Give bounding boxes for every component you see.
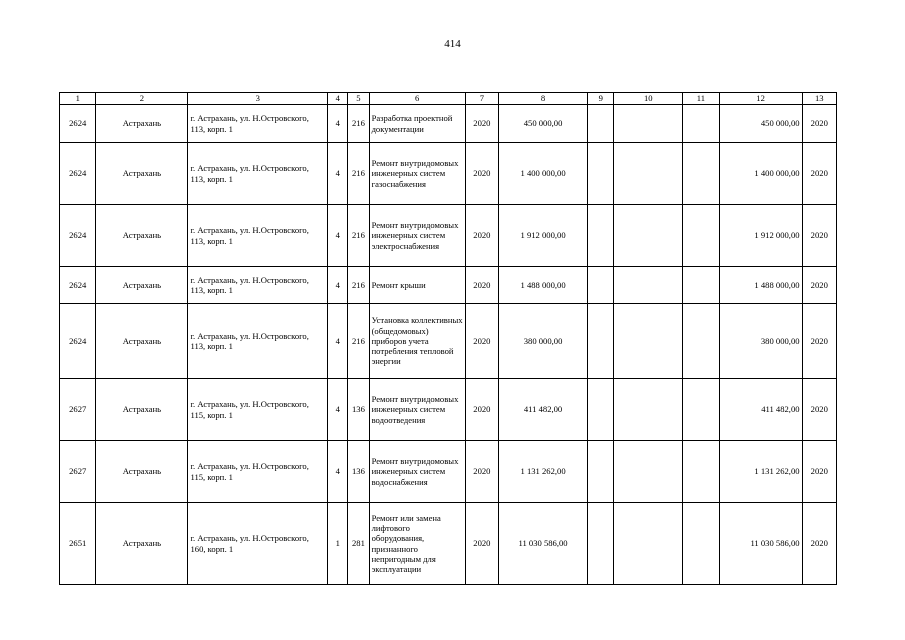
- header-cell: 7: [465, 93, 498, 105]
- col-10-cell: [614, 503, 683, 585]
- table-header-row: [60, 93, 837, 105]
- address-cell: г. Астрахань, ул. Н.Островского, 115, корп. 1: [188, 379, 328, 441]
- work-type-cell: Разработка проектной документации: [369, 105, 465, 143]
- cost-cell: 11 030 586,00: [499, 503, 588, 585]
- cost-cell: 1 131 262,00: [499, 441, 588, 503]
- floors-cell: 4: [328, 379, 348, 441]
- cost-cell: 1 912 000,00: [499, 205, 588, 267]
- address-cell: г. Астрахань, ул. Н.Островского, 113, корп. 1: [188, 105, 328, 143]
- cost-cell: 450 000,00: [499, 105, 588, 143]
- table-row: [60, 379, 837, 441]
- header-cell: 4: [328, 93, 348, 105]
- apartments-cell: 216: [348, 105, 369, 143]
- col-11-cell: [683, 205, 719, 267]
- work-type-cell: Ремонт или замена лифтового оборудования, признанного непригодным для эксплуатации: [369, 503, 465, 585]
- row-id-cell: 2624: [60, 105, 96, 143]
- year-cell: 2020: [465, 503, 498, 585]
- col-11-cell: [683, 379, 719, 441]
- city-cell: Астрахань: [96, 205, 188, 267]
- end-year-cell: 2020: [802, 304, 836, 379]
- col-9-cell: [588, 441, 614, 503]
- total-cell: 1 488 000,00: [719, 267, 802, 304]
- total-cell: 411 482,00: [719, 379, 802, 441]
- cost-cell: 411 482,00: [499, 379, 588, 441]
- city-cell: Астрахань: [96, 143, 188, 205]
- city-cell: Астрахань: [96, 304, 188, 379]
- apartments-cell: 216: [348, 267, 369, 304]
- work-type-cell: Ремонт внутридомовых инженерных систем водоснабжения: [369, 441, 465, 503]
- floors-cell: 4: [328, 143, 348, 205]
- page-number: 414: [444, 38, 461, 50]
- col-9-cell: [588, 379, 614, 441]
- year-cell: 2020: [465, 143, 498, 205]
- col-11-cell: [683, 105, 719, 143]
- col-11-cell: [683, 503, 719, 585]
- end-year-cell: 2020: [802, 267, 836, 304]
- address-cell: г. Астрахань, ул. Н.Островского, 113, корп. 1: [188, 205, 328, 267]
- header-cell: 9: [588, 93, 614, 105]
- col-11-cell: [683, 267, 719, 304]
- table-row: [60, 205, 837, 267]
- works-table: [59, 92, 837, 585]
- table-row: [60, 304, 837, 379]
- city-cell: Астрахань: [96, 503, 188, 585]
- year-cell: 2020: [465, 379, 498, 441]
- col-10-cell: [614, 441, 683, 503]
- apartments-cell: 136: [348, 441, 369, 503]
- end-year-cell: 2020: [802, 503, 836, 585]
- year-cell: 2020: [465, 304, 498, 379]
- address-cell: г. Астрахань, ул. Н.Островского, 115, корп. 1: [188, 441, 328, 503]
- row-id-cell: 2651: [60, 503, 96, 585]
- total-cell: 11 030 586,00: [719, 503, 802, 585]
- end-year-cell: 2020: [802, 441, 836, 503]
- city-cell: Астрахань: [96, 441, 188, 503]
- apartments-cell: 281: [348, 503, 369, 585]
- apartments-cell: 136: [348, 379, 369, 441]
- floors-cell: 4: [328, 205, 348, 267]
- table-row: [60, 267, 837, 304]
- header-cell: 3: [188, 93, 328, 105]
- work-type-cell: Установка коллективных (общедомовых) приборов учета потребления тепловой энергии: [369, 304, 465, 379]
- col-9-cell: [588, 205, 614, 267]
- row-id-cell: 2624: [60, 267, 96, 304]
- col-9-cell: [588, 503, 614, 585]
- header-cell: 12: [719, 93, 802, 105]
- col-10-cell: [614, 267, 683, 304]
- table-row: [60, 105, 837, 143]
- year-cell: 2020: [465, 267, 498, 304]
- table-row: [60, 441, 837, 503]
- work-type-cell: Ремонт внутридомовых инженерных систем электроснабжения: [369, 205, 465, 267]
- col-11-cell: [683, 441, 719, 503]
- floors-cell: 4: [328, 105, 348, 143]
- apartments-cell: 216: [348, 143, 369, 205]
- total-cell: 1 400 000,00: [719, 143, 802, 205]
- total-cell: 1 131 262,00: [719, 441, 802, 503]
- col-10-cell: [614, 143, 683, 205]
- address-cell: г. Астрахань, ул. Н.Островского, 113, корп. 1: [188, 304, 328, 379]
- total-cell: 450 000,00: [719, 105, 802, 143]
- floors-cell: 1: [328, 503, 348, 585]
- header-cell: 2: [96, 93, 188, 105]
- work-type-cell: Ремонт внутридомовых инженерных систем газоснабжения: [369, 143, 465, 205]
- row-id-cell: 2627: [60, 379, 96, 441]
- col-9-cell: [588, 143, 614, 205]
- address-cell: г. Астрахань, ул. Н.Островского, 113, корп. 1: [188, 267, 328, 304]
- work-type-cell: Ремонт внутридомовых инженерных систем водоотведения: [369, 379, 465, 441]
- table-row: [60, 143, 837, 205]
- header-cell: 13: [802, 93, 836, 105]
- row-id-cell: 2624: [60, 304, 96, 379]
- cost-cell: 380 000,00: [499, 304, 588, 379]
- col-9-cell: [588, 267, 614, 304]
- apartments-cell: 216: [348, 205, 369, 267]
- cost-cell: 1 400 000,00: [499, 143, 588, 205]
- col-9-cell: [588, 304, 614, 379]
- city-cell: Астрахань: [96, 105, 188, 143]
- address-cell: г. Астрахань, ул. Н.Островского, 113, корп. 1: [188, 143, 328, 205]
- year-cell: 2020: [465, 205, 498, 267]
- col-10-cell: [614, 304, 683, 379]
- header-cell: 1: [60, 93, 96, 105]
- table-row: [60, 503, 837, 585]
- year-cell: 2020: [465, 441, 498, 503]
- header-cell: 11: [683, 93, 719, 105]
- end-year-cell: 2020: [802, 379, 836, 441]
- header-cell: 5: [348, 93, 369, 105]
- cost-cell: 1 488 000,00: [499, 267, 588, 304]
- col-11-cell: [683, 304, 719, 379]
- row-id-cell: 2627: [60, 441, 96, 503]
- col-11-cell: [683, 143, 719, 205]
- total-cell: 1 912 000,00: [719, 205, 802, 267]
- floors-cell: 4: [328, 267, 348, 304]
- apartments-cell: 216: [348, 304, 369, 379]
- col-9-cell: [588, 105, 614, 143]
- col-10-cell: [614, 105, 683, 143]
- total-cell: 380 000,00: [719, 304, 802, 379]
- row-id-cell: 2624: [60, 205, 96, 267]
- header-cell: 6: [369, 93, 465, 105]
- year-cell: 2020: [465, 105, 498, 143]
- floors-cell: 4: [328, 441, 348, 503]
- city-cell: Астрахань: [96, 267, 188, 304]
- end-year-cell: 2020: [802, 143, 836, 205]
- header-cell: 10: [614, 93, 683, 105]
- end-year-cell: 2020: [802, 205, 836, 267]
- row-id-cell: 2624: [60, 143, 96, 205]
- work-type-cell: Ремонт крыши: [369, 267, 465, 304]
- col-10-cell: [614, 205, 683, 267]
- col-10-cell: [614, 379, 683, 441]
- address-cell: г. Астрахань, ул. Н.Островского, 160, корп. 1: [188, 503, 328, 585]
- header-cell: 8: [499, 93, 588, 105]
- floors-cell: 4: [328, 304, 348, 379]
- city-cell: Астрахань: [96, 379, 188, 441]
- end-year-cell: 2020: [802, 105, 836, 143]
